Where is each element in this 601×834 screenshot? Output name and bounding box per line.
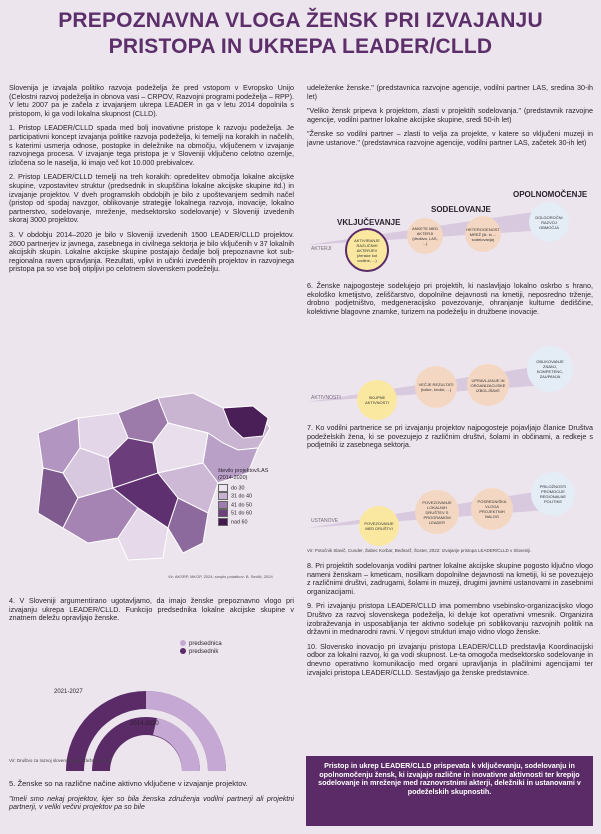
diagram-1-circle: HETEROGENOST MREŽ (št. in ... sodelovanja) [465, 216, 501, 252]
diagram-1 [307, 190, 593, 275]
quote-2: "Veliko žensk pripeva k projektom, zlasti v projektih sodelovanja." (predstavnik razvojne agencije, vodilni partner lokalne akcijske skupine, sredi 50-ih let) [307, 106, 593, 124]
quote-3: "Ženske so vodilni partner – zlasti to velja za projekte, v katere so vključeni muzeji in javne ustanove." (predstavnica razvojne agencije, vodilni partner LAS, začetek 30-ih let) [307, 129, 593, 147]
paragraph-2: 2. Pristop LEADER/CLLD temelji na treh korakih: opredelitev območja lokalne akcijske skupine, vzpostavitev struktur (predsednik in skupščina lokalne akcijske skupine itd.) in izvajanje projektov. V dveh programskih obdobjih je bilo z upoštevanjem sedmih načel (pristop od spodaj navzgor, oblikovanje strategije lokalnega razvoja, inovacije, lokalno partnerstvo, sodelovanje, mreženje, medsektorsko sodelovanje) v Sloveniji izvedenih skoraj 3000 projektov. [9, 172, 294, 225]
donut-label-outer: 2021-2027 [54, 689, 83, 695]
paragraph-7: 7. Ko vodilni partnerice se pri izvajanju projektov najpogosteje pojavljajo članice Društva podeželskih žena, ki se povezujejo z različnim društvi, šolami in občinami, a redkeje s podjetniki iz zasebnega sektorja. [307, 423, 593, 450]
paragraph-8: 8. Pri projektih sodelovanja vodilni partner lokalne akcijske skupine pogosto ključno vlogo nameni ženskam – kmeticam, nosilkam dopolnilne dejavnosti na kmetiji, ki se povezujejo z različnimi društvi, zadrugami, šolami in muzeji, drugimi javnimi ustanovami in zasebnimi organizacijami. [307, 561, 593, 596]
paragraph-1: 1. Pristop LEADER/CLLD spada med bolj inovativne pristope k razvoju podeželja. Je participativni koncept izvajanja politike razvoja podeželja, ki temelji na korakih in načelih, s katerimi usmerja odnose, postopke in deležnike na območju, vključenem v izvajanje razvojnega procesa. V izvajanje tega pristopa je v Sloveniji vključeno celotno ozemlje, izločena so le naselja, ki imajo več kot 10.000 prebivalcev. [9, 123, 294, 167]
diagram-3 [307, 468, 593, 548]
right-column-bottom [307, 562, 593, 683]
map-legend-item: 41 do 50 [218, 501, 280, 509]
stage-sodelovanje: SODELOVANJE [431, 205, 491, 214]
map-legend-item: nad 60 [218, 518, 280, 526]
map-legend [218, 468, 280, 526]
map-source: Vir: AKSRP, MKGP, 2024; snopis podatkov: B. Sedlič, 2024 [168, 574, 273, 579]
left-column [9, 84, 294, 280]
paragraph-5: 5. Ženske so na različne načine aktivno vključene v izvajanje projektov. [9, 779, 248, 788]
donut-legend-item: predsednica [180, 640, 222, 648]
conclusion-box: Pristop in ukrep LEADER/CLLD prispevata k vključevanju, sodelovanju in opolnomočenju žensk, ki izvajajo različne in inovativne aktivnosti ter krepijo sodelovanje in mreženje med raznovrstnimi akterji, deležniki in ustanovami v podeželskih skupnostih. [306, 756, 593, 826]
diagram-1-circle: ANKETE MED AKTERJI (društva, LAS, ...) [407, 218, 443, 254]
map-legend-title: število projektov/LAS (2014-2020) [218, 468, 269, 481]
paragraph-9: 9. Pri izvajanju pristopa LEADER/CLLD ima pomembno vsebinsko-organizacijsko vlogo Društvo za razvoj slovenskega podeželja, ki deluje kot operativni vmesnik. Organizira izobraževanja in usposabljanja ter aktivno sodeluje pri soblikovanju razvojnih politik na državni in mednarodni ravni. V njegovi strukturi imajo vidno vlogo ženske. [307, 601, 593, 637]
diagram-3-circle: POSREDNIŠKA VLOGA PROJEKTNIH NALOG [471, 488, 513, 530]
paragraph-4: 4. V Sloveniji argumentirano ugotavljamo, da imajo ženske prepoznavno vlogo pri izvajanju ukrepa LEADER/CLLD. Funkcijo predsednika lokalne akcijske skupine v znatnem deležu opravljajo ženske. [9, 596, 294, 623]
stage-opolnomocenje: OPOLNOMOČENJE [513, 190, 588, 199]
stage-vkljucevanje: VKLJUČEVANJE [337, 218, 401, 227]
paragraph-5-block [9, 780, 294, 818]
axis-label: USTANOVE [311, 518, 339, 524]
paragraph-5-quote: "Imeli smo nekaj projektov, kjer so bila ženska združenja vodilni partnerji ali projektni partnerji, v veliki večini projektov pa so bile [9, 793, 294, 812]
donut-legend [180, 640, 222, 656]
axis-label: AKTIVNOSTI [311, 395, 341, 401]
donut-legend-item: predsednik [180, 648, 222, 656]
map-legend-item: 31 do 40 [218, 492, 280, 500]
diagram-1-circle: AKTIVIRANJE RAZLIČNIH AKTERJEV (ženske kot vodilne, ...) [345, 228, 389, 272]
diagram-source: Vir: Potočnik Slavič, Cunder, Šabec Korbar, Bednarž, Šoster, 2022: Izvajanje pristopa LEADER/CLLD v Sloveniji. [307, 548, 532, 553]
right-column-top [307, 84, 593, 154]
map-legend-item: do 30 [218, 484, 280, 492]
paragraph-7-block [307, 424, 593, 456]
paragraph-6-block [307, 282, 593, 322]
poster-title: PREPOZNAVNA VLOGA ŽENSK PRI IZVAJANJU PRISTOPA IN UKREPA LEADER/CLLD [58, 9, 543, 58]
paragraph-4-block [9, 597, 294, 629]
paragraph-3: 3. V obdobju 2014–2020 je bilo v Sloveniji izvedenih 1500 LEADER/CLLD projektov. 2600 partnerjev iz javnega, zasebnega in civilnega sektorja je bilo vključenih v 37 lokalnih akcijskih skupin. Lokalne akcijske skupine postajajo čedalje bolj prepoznavne kot sub-regionalna raven upravljanja. Rezultati, vplivi in učinki izvedenih projektov in razvojnega pristopa pa so vse bolj otipljivi po celotnem slovenskem podeželju. [9, 229, 294, 274]
diagram-2-circle: UPRAVLJANJE IN ORGANIZACIJSKE IZBOLJŠAVE [467, 364, 509, 406]
donut-source: Vir: Društvo za razvoj slovenskega podeželja, 2024. [9, 758, 113, 763]
quote-1: udeleženke ženske." (predstavnica razvojne agencije, vodilni partner LAS, sredina 30-ih let) [307, 83, 593, 101]
paragraph-10: 10. Slovensko inovacijo pri izvajanju pristopa LEADER/CLLD predstavlja Koordinacijski odbor za lokalni razvoj, ki ga vodi skupnost. Le-ta omogoča medsektorsko sodelovanje in dnevno operativno komunikacijo med organi upravljanja in plačilnimi agencijami ter izvajalci pristopa LEADER/CLLD. Sestavljajo ga ženske predstavnice. [307, 641, 593, 677]
diagram-2-circle: VEČJE REZULTATI (točke, krožki, ...) [415, 366, 457, 408]
diagram-3-circle: POVEZOVANJE MED DRUŠTVI [359, 506, 399, 546]
donut-label-inner: 2014-2020 [130, 721, 159, 727]
diagram-1-circle: DOLGOROČNI RAZVOJ OBMOČJA [529, 202, 569, 242]
diagram-3-circle: POVEZOVANJE LOKALNIH DRUŠTEV S PROGRAMOM LEADER [415, 490, 459, 534]
paragraph-6: 6. Ženske najpogosteje sodelujejo pri projektih, ki naslavljajo lokalno oskrbo s hrano, ekološko kmetijstvo, zeliščarstvo, dopolnilne dejavnosti na kmetiji, neposredno trženje, drobno podjetništvo, medgeneracijsko povezovanje, ohranjanje kulturne dediščine, kolektivne blagovne znamke, turizem na podeželju in družbene inovacije. [307, 281, 593, 316]
diagram-2-circle: SKUPNE AKTIVNOSTI [357, 380, 397, 420]
diagram-3-circle: PRILOŽNOSTI PROMOCIJE REGIONALNE POLITIKE [531, 472, 575, 516]
axis-label: AKTERJI [311, 246, 332, 252]
diagram-2-circle: OBLIKOVANJE ZNANJ, KOMPETENC, ZAUPANJA [527, 346, 573, 392]
diagram-2 [307, 340, 593, 420]
map-legend-item: 51 do 60 [218, 509, 280, 517]
intro-paragraph: Slovenija je izvajala politiko razvoja podeželja že pred vstopom v Evropsko Unijo (Celostni razvoj podeželja in obnova vasi – CRPOV, Razvojni programi podeželja – RPP). V letu 2007 pa je začela z izvajanjem ukrepa LEADER in ga v letu 2014 dopolnila s pristopom, ki ga vodi lokalna skupnost (CLLD). [9, 83, 294, 118]
